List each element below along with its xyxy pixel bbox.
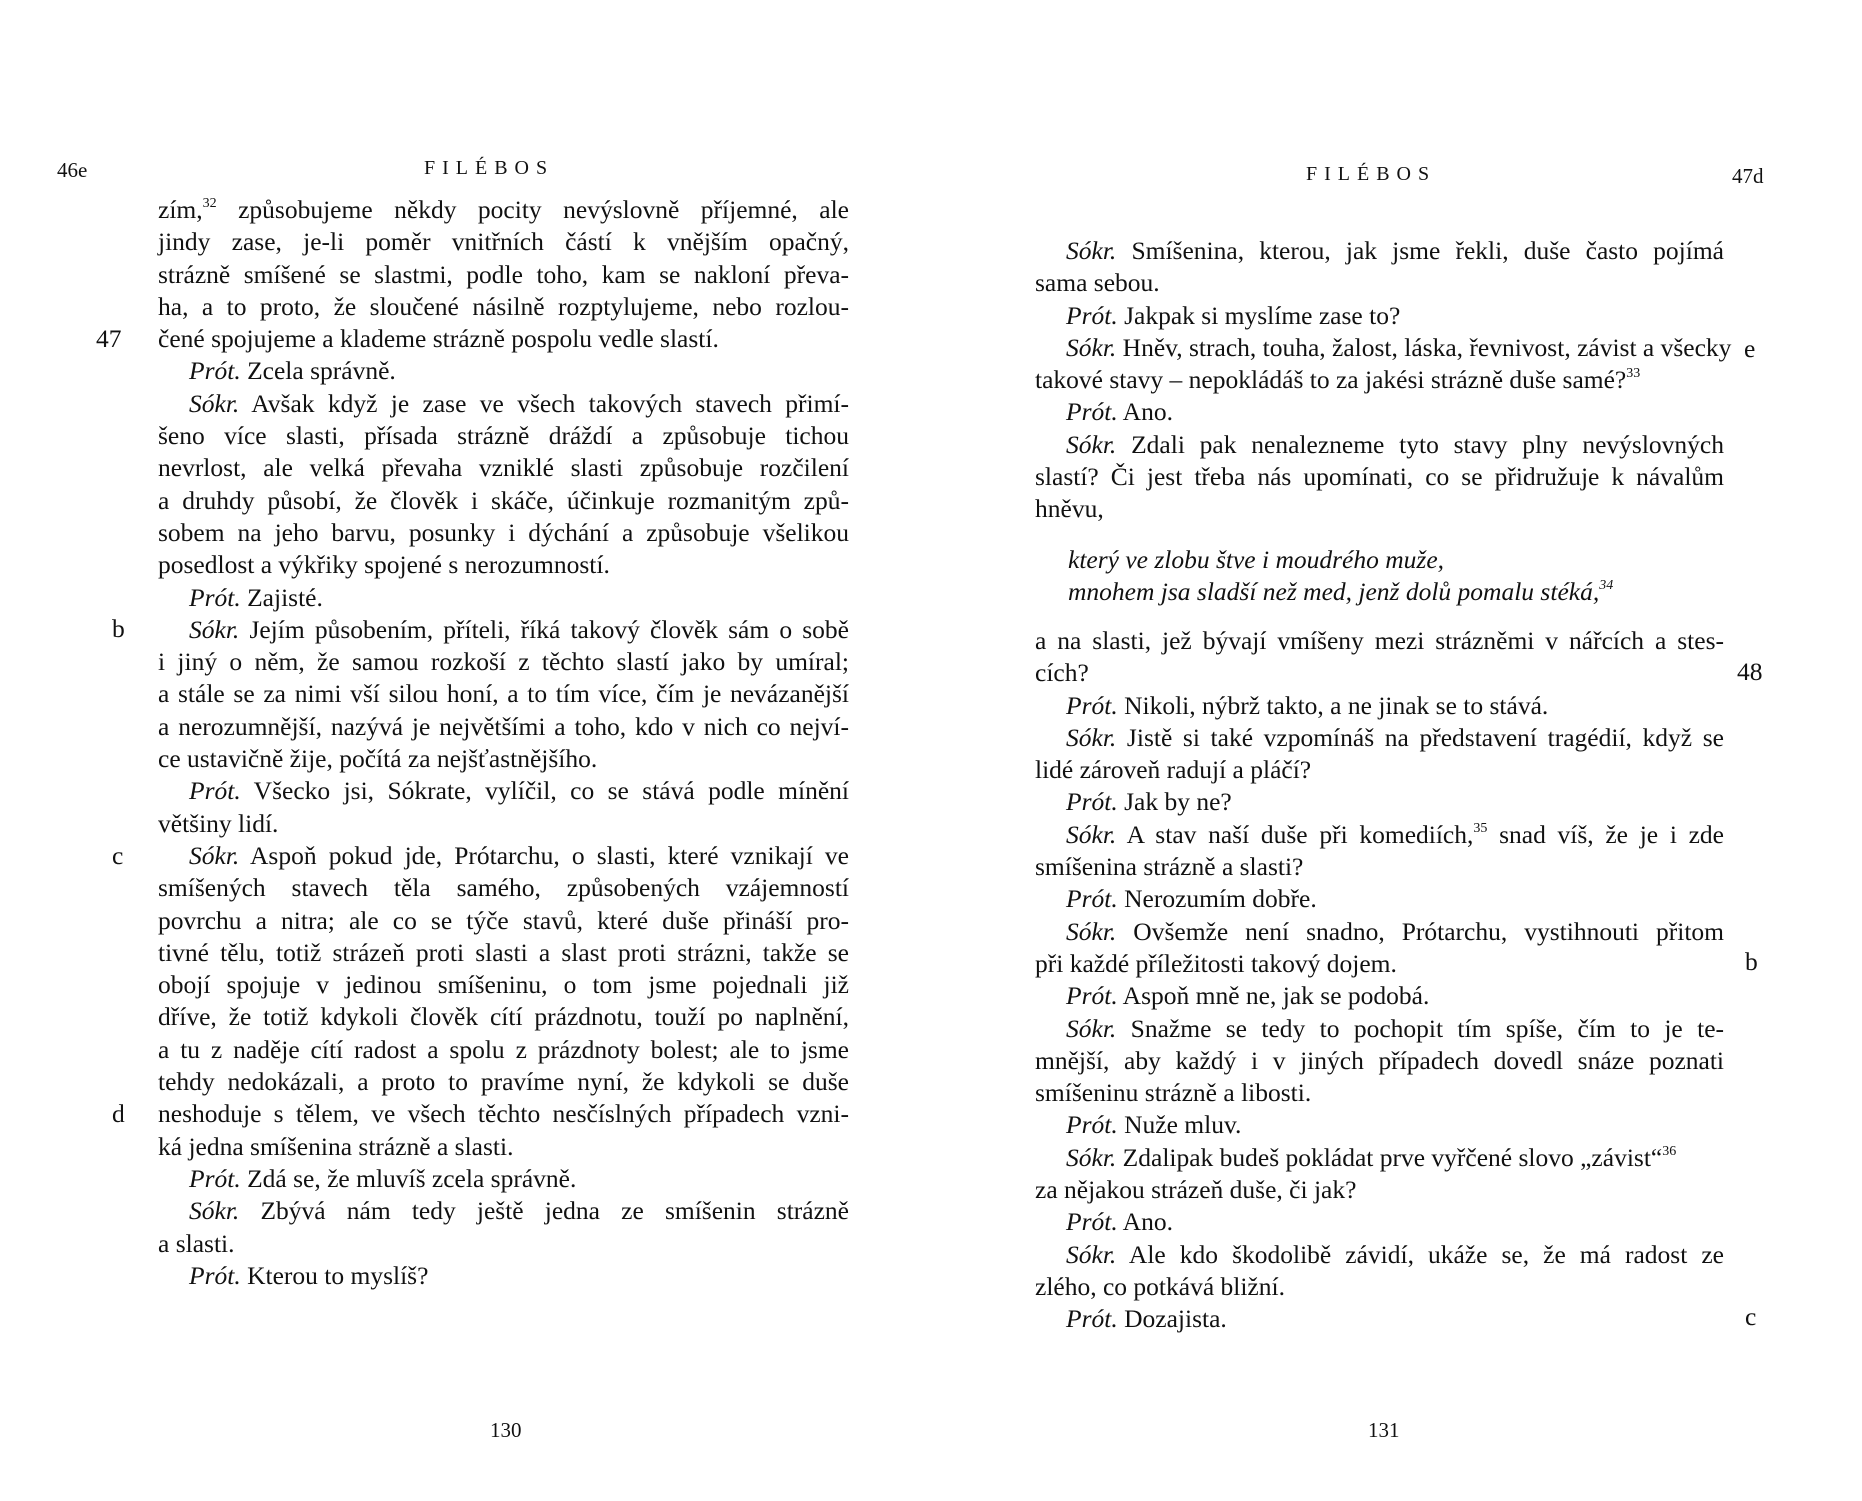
footnote-ref: 32: [202, 196, 217, 211]
text-line: nevrlost, ale velká převaha vzniklé slasti způsobuje rozčilení: [158, 453, 849, 483]
margin-letter: b: [112, 614, 125, 643]
text-line: většiny lidí.: [158, 808, 279, 838]
text-line: sobem na jeho barvu, posunky i dýchání a způsobuje všelikou: [158, 517, 849, 547]
text-line: šeno více slasti, přísada strázně dráždí a způsobuje tichou: [158, 421, 849, 451]
text-line: zím,$^{32}$ způsobujeme někdy pocity nevýslovně příjemné, ale: [158, 195, 849, 224]
text-line: cích?: [1035, 658, 1089, 688]
text-line: slastí? Či jest třeba nás upomínati, co se přidružuje k návalům: [1035, 462, 1724, 492]
speaker-label: Sókr.: [1066, 819, 1117, 849]
speaker-label: Sókr.: [1066, 1013, 1117, 1043]
text-line: smíšených stavech těla samého, způsobených vzájemností: [158, 873, 849, 903]
margin-letter: b: [1745, 947, 1758, 976]
speaker-label: Prót.: [189, 1163, 241, 1193]
speaker-label: Prót.: [1066, 300, 1118, 330]
speaker-label: Sókr.: [189, 1196, 240, 1226]
text-line: i jiný o něm, že samou rozkoší z těchto slastí jako by umíral;: [158, 647, 849, 677]
speaker-label: Sókr.: [189, 614, 240, 644]
dialogue-line: Prót. Ano.: [1066, 1207, 1173, 1237]
speaker-label: Prót.: [1066, 884, 1118, 914]
text-line: a nerozumnější, nazývá je největšími a toho, kdo v nich co nejví-: [158, 711, 849, 741]
text-line: ká jedna smíšenina strázně a slasti.: [158, 1131, 514, 1161]
running-head: FILÉBOS: [1306, 163, 1437, 185]
speaker-label: Prót.: [189, 356, 241, 386]
stephanus-marker: 46e: [57, 158, 88, 182]
verse-line: který ve zlobu štve i moudrého muže,: [1068, 545, 1445, 574]
speaker-label: Sókr.: [1066, 1142, 1117, 1172]
dialogue-line: Prót. Všecko jsi, Sókrate, vylíčil, co se stává podle mínění: [189, 776, 849, 806]
dialogue-line: Sókr. Ale kdo škodolibě závidí, ukáže se, že má radost ze: [1066, 1239, 1724, 1269]
dialogue-line: Prót. Dozajista.: [1066, 1304, 1227, 1334]
speaker-label: Sókr.: [1066, 722, 1117, 752]
dialogue-line: Sókr. Zbývá nám tedy ještě jedna ze smíšenin strázně: [189, 1196, 849, 1226]
text-line: jindy zase, je-li poměr vnitřních částí k vnějším opačný,: [158, 227, 849, 257]
speaker-label: Prót.: [1066, 787, 1118, 817]
speaker-label: Prót.: [1066, 981, 1118, 1011]
dialogue-line: Prót. Nikoli, nýbrž takto, a ne jinak se to stává.: [1066, 690, 1549, 720]
dialogue-line: Sókr. Zdali pak nenalezneme tyto stavy plny nevýslovných: [1066, 429, 1724, 459]
page-number: 131: [1368, 1418, 1400, 1442]
margin-letter: c: [1745, 1302, 1757, 1331]
speaker-label: Prót.: [1066, 1304, 1118, 1334]
speaker-label: Sókr.: [1066, 1239, 1117, 1269]
text-line: a na slasti, jež bývají vmíšeny mezi strázněmi v nářcích a stes-: [1035, 626, 1724, 655]
text-line: čené spojujeme a klademe strázně pospolu vedle slastí.: [158, 324, 719, 354]
text-line: tivné tělu, totiž strázeň proti slasti a slast proti strázni, takže se: [158, 937, 849, 967]
text-line: ce ustavičně žije, počítá za nejšťastnějšího.: [158, 744, 598, 774]
text-line: strázně smíšené se slastmi, podle toho, kam se nakloní převa-: [158, 259, 849, 289]
dialogue-line: Sókr. Snažme se tedy to pochopit tím spíše, čím to je te-: [1066, 1013, 1724, 1043]
text-line: za nějakou strázeň duše, či jak?: [1035, 1175, 1357, 1205]
text-line: takové stavy – nepokládáš to za jakési strázně duše samé?$^{33}$: [1035, 365, 1641, 395]
footnote-ref: 35: [1473, 820, 1488, 836]
speaker-label: Prót.: [189, 776, 241, 806]
dialogue-line: Sókr. Jejím působením, příteli, říká takový člověk sám o sobě: [189, 614, 849, 644]
text-line: a tu z naděje cítí radost a spolu z prázdnoty bolest; ale to jsme: [158, 1034, 849, 1064]
footnote-ref: 36: [1662, 1143, 1677, 1159]
text-line: smíšeninu strázně a libosti.: [1035, 1078, 1312, 1108]
dialogue-line: Prót. Aspoň mně ne, jak se podobá.: [1066, 981, 1430, 1011]
margin-number: 48: [1737, 657, 1763, 686]
dialogue-line: Sókr. Aspoň pokud jde, Prótarchu, o slasti, které vznikají ve: [189, 840, 849, 870]
dialogue-line: Prót. Zdá se, že mluvíš zcela správně.: [189, 1163, 577, 1193]
speaker-label: Prót.: [1066, 1207, 1118, 1237]
dialogue-line: Prót. Kterou to myslíš?: [189, 1260, 429, 1290]
text-line: a druhdy působí, že člověk i skáče, účinkuje rozmanitým způ-: [158, 485, 849, 515]
speaker-label: Prót.: [189, 1260, 241, 1290]
dialogue-line: Prót. Jak by ne?: [1066, 787, 1232, 817]
text-line: ha, a to proto, že sloučené násilně rozptylujeme, nebo rozlou-: [158, 291, 849, 321]
dialogue-line: Sókr. Avšak když je zase ve všech takových stavech přimí-: [189, 388, 849, 418]
text-column: [158, 194, 849, 1292]
text-line: smíšenina strázně a slasti?: [1035, 852, 1304, 882]
text-line: mnější, aby každý i v jiných případech dovedl snáze poznati: [1035, 1045, 1724, 1075]
stephanus-marker: 47d: [1732, 164, 1764, 188]
speaker-label: Sókr.: [1066, 236, 1117, 265]
margin-letter: c: [112, 841, 124, 870]
footnote-ref: 34: [1599, 578, 1614, 594]
running-head: FILÉBOS: [424, 157, 555, 179]
speaker-label: Prót.: [1066, 397, 1118, 427]
speaker-label: Sókr.: [1066, 332, 1117, 362]
text-column-continued: [1035, 625, 1724, 1336]
text-line: při každé příležitosti takový dojem.: [1035, 948, 1397, 978]
text-line: lidé zároveň radují a pláčí?: [1035, 755, 1312, 785]
dialogue-line: Sókr. Jistě si také vzpomínáš na představení tragédií, když se: [1066, 722, 1724, 752]
speaker-label: Prót.: [1066, 690, 1118, 720]
right-page: [931, 0, 1862, 1501]
text-line: dříve, že totiž kdykoli člověk cítí prázdnotu, touží po naplnění,: [158, 1002, 849, 1032]
text-line: hněvu,: [1035, 494, 1104, 524]
speaker-label: Sókr.: [189, 840, 240, 870]
speaker-label: Prót.: [189, 582, 241, 612]
text-line: obojí spojuje v jedinou smíšeninu, o tom jsme pojednali již: [158, 970, 849, 1000]
speaker-label: Sókr.: [1066, 429, 1117, 459]
speaker-label: Sókr.: [189, 388, 240, 418]
dialogue-line: Sókr. Zdalipak budeš pokládat prve vyřčené slovo „závist“$^{36}$: [1066, 1142, 1677, 1172]
text-line: a slasti.: [158, 1228, 235, 1258]
text-line: povrchu a nitra; ale co se týče stavů, které duše přináší pro-: [158, 905, 849, 935]
text-line: neshoduje s tělem, ve všech těchto nesčíslných případech vzni-: [158, 1099, 849, 1129]
speaker-label: Sókr.: [1066, 916, 1117, 946]
verse-line: mnohem jsa sladší než med, jenž dolů pomalu stéká,$^{34}$: [1068, 577, 1614, 607]
dialogue-line: Sókr. Smíšenina, kterou, jak jsme řekli, duše často pojímá: [1066, 236, 1724, 265]
dialogue-line: Prót. Ano.: [1066, 397, 1173, 427]
dialogue-line: Sókr. Ovšemže není snadno, Prótarchu, vystihnouti přitom: [1066, 916, 1724, 946]
page-number: 130: [490, 1418, 522, 1442]
verse-quotation: [1068, 544, 1688, 609]
speaker-label: Prót.: [1066, 1110, 1118, 1140]
text-line: posedlost a výkřiky spojené s nerozumností.: [158, 550, 610, 580]
dialogue-line: Sókr. A stav naší duše při komediích,$^{35}$ snad víš, že je i zde: [1066, 819, 1724, 849]
text-column: [1035, 235, 1732, 526]
footnote-ref: 33: [1626, 366, 1641, 382]
margin-number: 47: [96, 324, 122, 353]
dialogue-line: Prót. Jakpak si myslíme zase to?: [1066, 300, 1401, 330]
dialogue-line: Prót. Nuže mluv.: [1066, 1110, 1242, 1140]
text-line: zlého, co potkává bližní.: [1035, 1271, 1285, 1301]
text-line: tehdy nedokázali, a proto to pravíme nyní, že kdykoli se duše: [158, 1067, 849, 1097]
text-line: sama sebou.: [1035, 268, 1160, 298]
dialogue-line: Sókr. Hněv, strach, touha, žalost, láska, řevnivost, závist a všecky: [1066, 332, 1732, 362]
dialogue-line: Prót. Nerozumím dobře.: [1066, 884, 1317, 914]
dialogue-line: Prót. Zajisté.: [189, 582, 323, 612]
text-line: a stále se za nimi vší silou honí, a to tím více, čím je nevázanější: [158, 679, 849, 709]
dialogue-line: Prót. Zcela správně.: [189, 356, 396, 386]
margin-letter: d: [112, 1099, 125, 1128]
margin-letter: e: [1744, 334, 1756, 363]
